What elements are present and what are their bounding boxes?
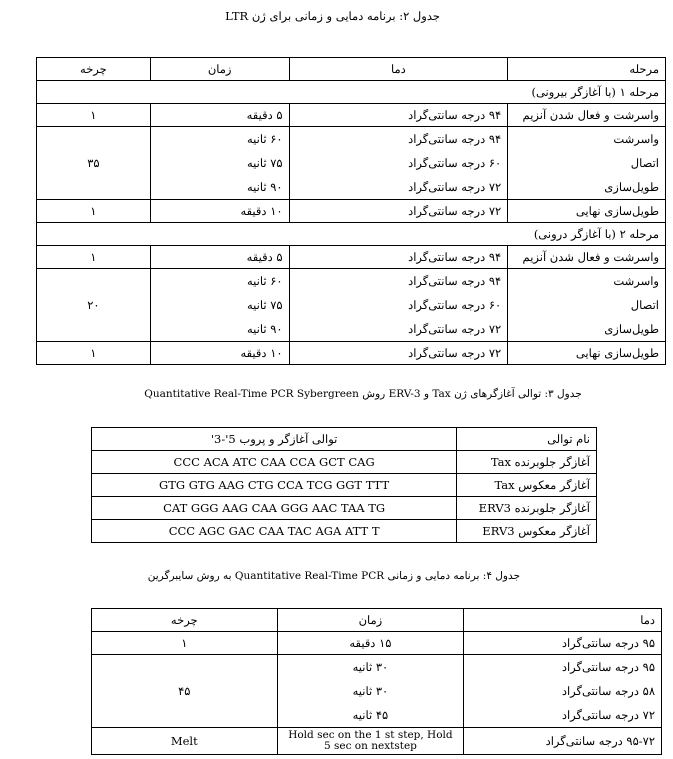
table-cell: طویل‌سازی نهایی <box>508 200 666 223</box>
table4-caption: جدول ۴: برنامه دمایی و زمانی Quantitative Real-Time PCR به روش سایبرگرین <box>147 570 520 582</box>
table-cell: آغازگر معکوس ERV3 <box>457 520 597 543</box>
table2-s2-temps <box>289 269 508 342</box>
table-cell: ۷۲ درجه سانتی‌گراد <box>408 322 502 336</box>
table-cell: ۱ <box>37 200 151 223</box>
table-cell: GTG GTG AAG CTG CCA TCG GGT TTT <box>92 474 457 497</box>
table-cell: ۶۰ درجه سانتی‌گراد <box>408 298 502 312</box>
table-cell: ۵ دقیقه <box>150 104 289 127</box>
table-cell: ۱ <box>37 246 151 269</box>
table-cell: واسرشت و فعال شدن آنزیم <box>508 246 666 269</box>
table-cell: ۹۵ درجه سانتی‌گراد <box>464 632 662 655</box>
table-cell: ۹۴ درجه سانتی‌گراد <box>289 104 508 127</box>
table-cell: ۱ <box>92 632 278 655</box>
table-cell: اتصال <box>630 298 659 312</box>
table-cell: ۳۰ ثانیه <box>352 684 389 698</box>
table-cell: ۷۵ ثانیه <box>246 298 283 312</box>
table-cell: ۹۴ درجه سانتی‌گراد <box>408 132 502 146</box>
table-cell: ۳۰ ثانیه <box>352 660 389 674</box>
table2 <box>36 57 666 365</box>
table2-s1-stages <box>508 127 666 200</box>
table4-header-cycle: چرخه <box>92 609 278 632</box>
table3 <box>91 427 597 543</box>
table-cell: ۱۰ دقیقه <box>150 342 289 365</box>
table2-header-cycle: چرخه <box>37 58 151 81</box>
table-cell: ۱۰ دقیقه <box>150 200 289 223</box>
table2-header-temp: دما <box>289 58 508 81</box>
table-cell: ۵۸ درجه سانتی‌گراد <box>561 684 655 698</box>
table-cell: طویل‌سازی نهایی <box>508 342 666 365</box>
table4-temps <box>464 655 662 728</box>
table3-caption: جدول ۳: توالی آغازگرهای ژن Tax و ERV-3 روش Quantitative Real-Time PCR Sybergreen <box>144 388 582 400</box>
table2-section2: مرحله ۲ (با آغازگر درونی) <box>37 223 666 246</box>
table-cell: طویل‌سازی <box>604 180 659 194</box>
table2-s2-times <box>150 269 289 342</box>
table3-header-name: نام توالی <box>457 428 597 451</box>
table-cell: ۷۲ درجه سانتی‌گراد <box>561 708 655 722</box>
table2-s1-times <box>150 127 289 200</box>
table-cell: ۴۵ <box>92 655 278 728</box>
table4 <box>91 608 662 755</box>
table-cell: ۹۰ ثانیه <box>246 180 283 194</box>
table-cell: ۶۰ ثانیه <box>246 274 283 288</box>
table-cell: ۹۵ درجه سانتی‌گراد <box>561 660 655 674</box>
table-cell: طویل‌سازی <box>604 322 659 336</box>
table-cell: ۱۵ دقیقه <box>277 632 464 655</box>
table-cell: ۷۲ درجه سانتی‌گراد <box>289 342 508 365</box>
table-cell: آغازگر معکوس Tax <box>457 474 597 497</box>
table-cell: ۳۵ <box>37 127 151 200</box>
table-cell: ۷۵ ثانیه <box>246 156 283 170</box>
table2-caption: جدول ۲: برنامه دمایی و زمانی برای ژن LTR <box>225 9 440 23</box>
table4-times <box>277 655 464 728</box>
table2-header-stage: مرحله <box>508 58 666 81</box>
table-cell: ۹۵-۷۲ درجه سانتی‌گراد <box>464 728 662 755</box>
table4-header-temp: دما <box>464 609 662 632</box>
table-cell: ۴۵ ثانیه <box>352 708 389 722</box>
table-cell: ۷۲ درجه سانتی‌گراد <box>289 200 508 223</box>
table-cell: واسرشت <box>613 132 659 146</box>
table2-s2-stages <box>508 269 666 342</box>
table3-header-seq: توالی آغازگر و پروب 5'-3' <box>92 428 457 451</box>
table-cell: واسرشت <box>613 274 659 288</box>
table-cell: CCC ACA ATC CAA CCA GCT CAG <box>92 451 457 474</box>
table-cell: واسرشت و فعال شدن آنزیم <box>508 104 666 127</box>
table-cell: ۱ <box>37 104 151 127</box>
table-cell: ۹۴ درجه سانتی‌گراد <box>408 274 502 288</box>
table-cell: ۹۴ درجه سانتی‌گراد <box>289 246 508 269</box>
table4-header-time: زمان <box>277 609 464 632</box>
table-cell: ۲۰ <box>37 269 151 342</box>
table2-s1-temps <box>289 127 508 200</box>
table-cell: Hold sec on the 1 st step, Hold 5 sec on nextstep <box>277 728 464 755</box>
table-cell: Melt <box>92 728 278 755</box>
table2-section1: مرحله ۱ (با آغازگر بیرونی) <box>37 81 666 104</box>
table-cell: ۶۰ ثانیه <box>246 132 283 146</box>
table-cell: ۹۰ ثانیه <box>246 322 283 336</box>
table-cell: ۵ دقیقه <box>150 246 289 269</box>
table-cell: اتصال <box>630 156 659 170</box>
table-cell: ۷۲ درجه سانتی‌گراد <box>408 180 502 194</box>
table-cell: ۱ <box>37 342 151 365</box>
table-cell: CAT GGG AAG CAA GGG AAC TAA TG <box>92 497 457 520</box>
table-cell: ۶۰ درجه سانتی‌گراد <box>408 156 502 170</box>
table-cell: آغازگر جلوبرنده ERV3 <box>457 497 597 520</box>
table-cell: آغازگر جلوبرنده Tax <box>457 451 597 474</box>
table-cell: CCC AGC GAC CAA TAC AGA ATT T <box>92 520 457 543</box>
table2-header-time: زمان <box>150 58 289 81</box>
